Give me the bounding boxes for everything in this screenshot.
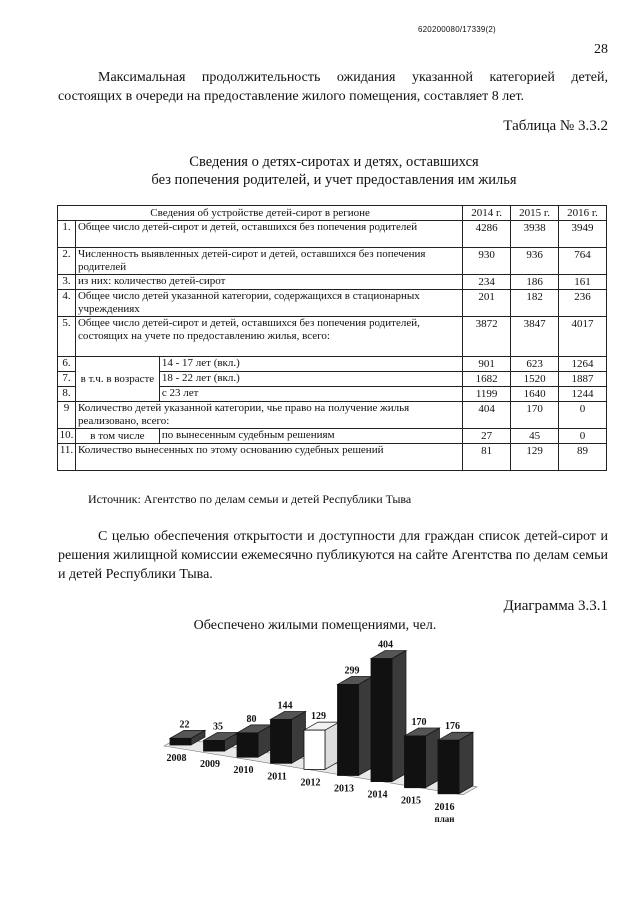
document-id: 620200080/17339(2) xyxy=(418,25,496,34)
table-title-line-1: Сведения о детях-сиротах и детях, оставшихся xyxy=(189,154,479,170)
cell-2015: 182 xyxy=(511,290,559,317)
cell-2015: 3938 xyxy=(511,221,559,248)
row-number: 1. xyxy=(58,221,76,248)
table-row xyxy=(58,221,607,248)
row-number: 7. xyxy=(58,372,76,387)
row-label: с 23 лет xyxy=(159,387,462,402)
cell-2015: 1640 xyxy=(511,387,559,402)
cell-2016: 3949 xyxy=(559,221,607,248)
table-source: Источник: Агентство по делам семьи и детей Республики Тыва xyxy=(88,492,412,506)
row-label: 14 - 17 лет (вкл.) xyxy=(159,357,462,372)
age-group-label: в т.ч. в возрасте xyxy=(75,357,159,402)
paragraph-waiting-duration: Максимальная продолжительность ожидания указанной категорией детей, состоящих в очереди на предоставление жилого помещения, составляет 8 лет. xyxy=(58,70,608,104)
cell-2014: 901 xyxy=(463,357,511,372)
header-2014: 2014 г. xyxy=(463,206,511,221)
cell-2016: 1264 xyxy=(559,357,607,372)
cell-2016: 764 xyxy=(559,248,607,275)
cell-2014: 27 xyxy=(463,429,511,444)
cell-2014: 201 xyxy=(463,290,511,317)
header-2015: 2015 г. xyxy=(511,206,559,221)
page-number: 28 xyxy=(594,42,608,57)
cell-2014: 930 xyxy=(463,248,511,275)
cell-2014: 1682 xyxy=(463,372,511,387)
row-number: 9 xyxy=(58,402,76,429)
x-tick-label: 2012 xyxy=(300,777,321,789)
chart-title: Обеспечено жилыми помещениями, чел. xyxy=(193,618,437,633)
row-number: 10. xyxy=(58,429,76,444)
table-row xyxy=(58,402,607,429)
cell-2015: 936 xyxy=(511,248,559,275)
table-row xyxy=(58,444,607,471)
data-label: 129 xyxy=(311,711,326,723)
table-caption: Таблица № 3.3.2 xyxy=(503,118,608,134)
housing-bar-chart xyxy=(150,615,490,825)
court-group-label: в том числе xyxy=(75,429,159,444)
row-number: 2. xyxy=(58,248,76,275)
bar xyxy=(371,659,392,782)
bar-side xyxy=(392,651,406,782)
diagram-caption: Диаграмма 3.3.1 xyxy=(503,598,608,614)
table-header-row xyxy=(58,206,607,221)
cell-2014: 1199 xyxy=(463,387,511,402)
bar-side xyxy=(426,728,440,788)
table-title-line-2: без попечения родителей, и учет предоставления им жилья xyxy=(151,172,517,188)
cell-2014: 404 xyxy=(463,402,511,429)
x-tick-label: 2011 xyxy=(267,771,287,783)
data-label: 404 xyxy=(378,639,393,651)
row-label: Общее число детей-сирот и детей, оставшихся без попечения родителей, состоящих на учете по предоставлению жилья, всего: xyxy=(75,317,462,357)
x-tick-label: 2008 xyxy=(166,753,187,764)
cell-2016: 1887 xyxy=(559,372,607,387)
cell-2015: 623 xyxy=(511,357,559,372)
orphans-table xyxy=(57,205,607,471)
bar xyxy=(304,730,325,769)
x-tick-label: 2016 xyxy=(434,801,455,813)
row-label: 18 - 22 лет (вкл.) xyxy=(159,372,462,387)
cell-2015: 3847 xyxy=(511,317,559,357)
row-label: Общее число детей указанной категории, содержащихся в стационарных учреждениях xyxy=(75,290,462,317)
bar xyxy=(438,740,459,794)
paragraph-publication: С целью обеспечения открытости и доступности для граждан список детей-сирот и решения жилищной комиссии ежемесячно публикуются на сайте Агентства по делам семьи и детей Республики Тыва. xyxy=(58,529,608,582)
x-tick-sublabel: план xyxy=(434,813,455,824)
row-number: 5. xyxy=(58,317,76,357)
cell-2016: 161 xyxy=(559,275,607,290)
cell-2016: 1244 xyxy=(559,387,607,402)
cell-2016: 0 xyxy=(559,402,607,429)
cell-2014: 3872 xyxy=(463,317,511,357)
bar xyxy=(204,740,225,751)
row-number: 4. xyxy=(58,290,76,317)
cell-2015: 170 xyxy=(511,402,559,429)
row-number: 11. xyxy=(58,444,76,471)
data-label: 80 xyxy=(246,713,257,725)
table-row xyxy=(58,317,607,357)
bar-side xyxy=(359,676,373,775)
x-tick-label: 2013 xyxy=(334,783,354,795)
cell-2016: 236 xyxy=(559,290,607,317)
row-label: Общее число детей-сирот и детей, оставшихся без попечения родителей xyxy=(75,221,462,248)
bar-side xyxy=(459,732,473,794)
table-row xyxy=(58,275,607,290)
bar xyxy=(405,736,426,788)
row-label: из них: количество детей-сирот xyxy=(75,275,462,290)
header-info: Сведения об устройстве детей-сирот в регионе xyxy=(58,206,463,221)
cell-2015: 129 xyxy=(511,444,559,471)
data-label: 170 xyxy=(411,716,427,728)
cell-2015: 1520 xyxy=(511,372,559,387)
table-row xyxy=(58,357,607,372)
bar xyxy=(271,719,292,763)
row-number: 3. xyxy=(58,275,76,290)
x-tick-label: 2014 xyxy=(367,789,388,801)
cell-2016: 4017 xyxy=(559,317,607,357)
cell-2016: 0 xyxy=(559,429,607,444)
data-label: 176 xyxy=(445,721,460,733)
bar xyxy=(338,684,359,775)
bar xyxy=(237,733,258,757)
row-number: 8. xyxy=(58,387,76,402)
cell-2015: 186 xyxy=(511,275,559,290)
table-title xyxy=(60,153,608,189)
data-label: 35 xyxy=(213,721,223,733)
cell-2015: 45 xyxy=(511,429,559,444)
data-label: 22 xyxy=(179,719,190,731)
x-tick-label: 2010 xyxy=(233,765,254,777)
cell-2014: 234 xyxy=(463,275,511,290)
table-row xyxy=(58,429,607,444)
row-label: Количество детей указанной категории, чье право на получение жилья реализовано, всего: xyxy=(75,402,462,429)
bar-side xyxy=(292,711,306,763)
data-label: 144 xyxy=(277,700,293,712)
data-label: 299 xyxy=(344,665,360,677)
row-number: 6. xyxy=(58,357,76,372)
cell-2014: 4286 xyxy=(463,221,511,248)
row-label: Численность выявленных детей-сирот и детей, оставшихся без попечения родителей xyxy=(75,248,462,275)
x-tick-label: 2015 xyxy=(401,795,421,807)
table-row xyxy=(58,248,607,275)
row-label: по вынесенным судебным решениям xyxy=(159,429,462,444)
x-tick-label: 2009 xyxy=(200,759,220,771)
bar xyxy=(170,738,191,745)
cell-2014: 81 xyxy=(463,444,511,471)
header-2016: 2016 г. xyxy=(559,206,607,221)
row-label: Количество вынесенных по этому основанию судебных решений xyxy=(75,444,462,471)
cell-2016: 89 xyxy=(559,444,607,471)
table-row xyxy=(58,290,607,317)
